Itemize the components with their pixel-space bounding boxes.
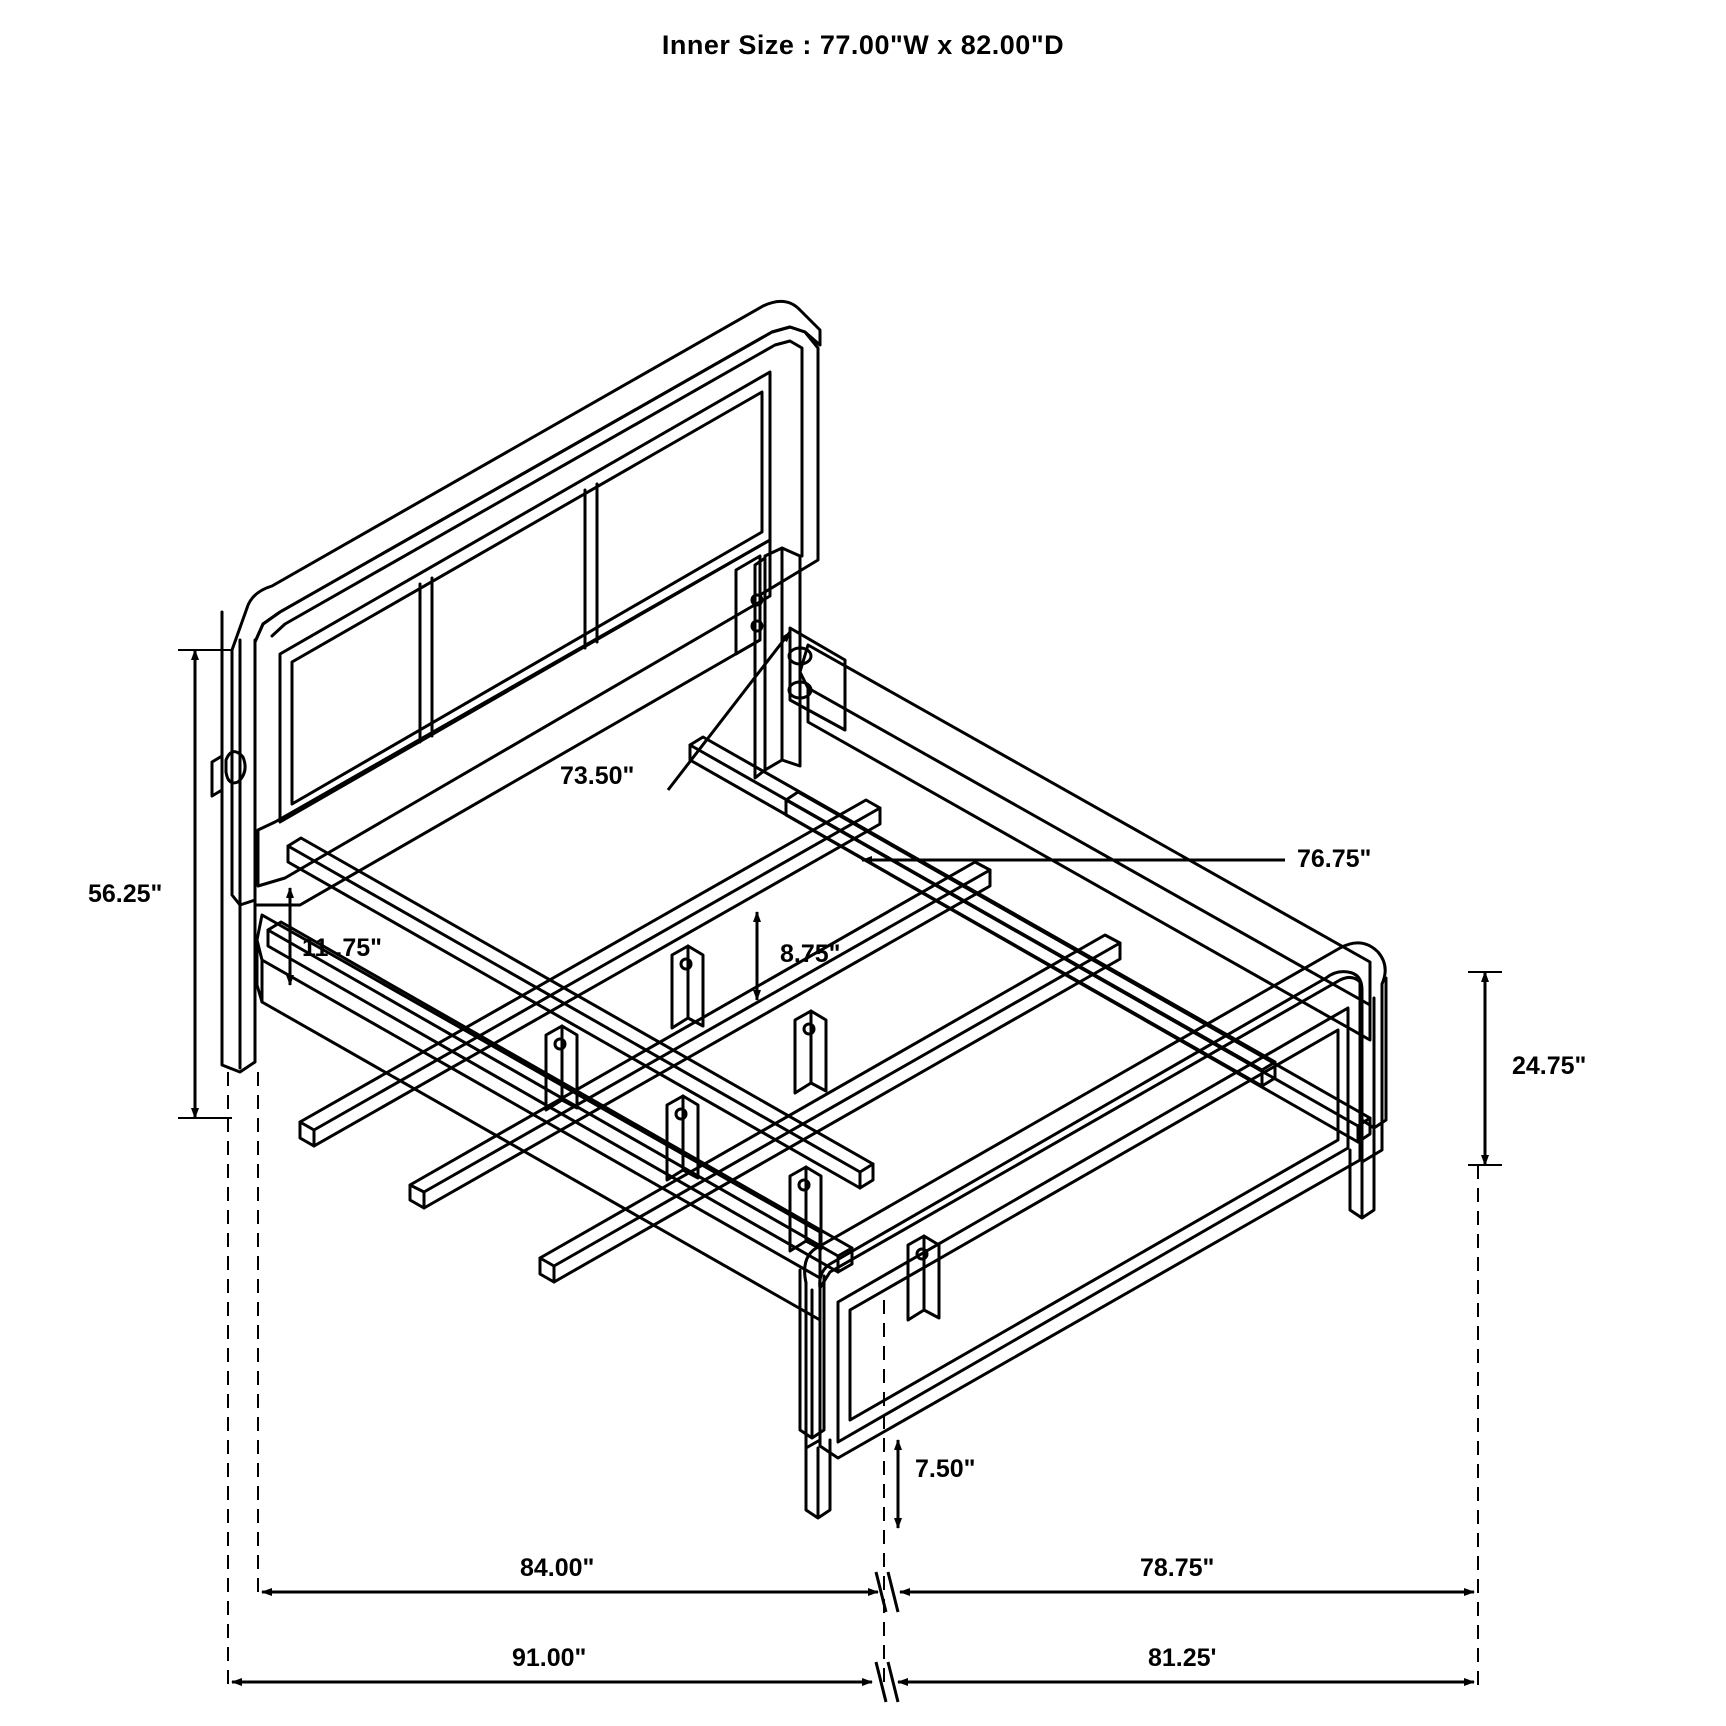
dimension-label-headboard-height: 56.25" [88, 880, 163, 908]
dimension-label-headboard-clearance: 11 .75" [302, 934, 382, 962]
dimension-label-footboard-height: 24.75" [1512, 1052, 1587, 1080]
dimension-label-rail-inner-width: 76.75" [1297, 845, 1372, 873]
page-title: Inner Size : 77.00"W x 82.00"D [661, 30, 1065, 60]
dimension-label-side-rail-length: 84.00" [520, 1554, 595, 1582]
dimension-label-footboard-inner-width: 78.75" [1140, 1554, 1215, 1582]
dimension-label-overall-width: 81.25' [1148, 1644, 1217, 1672]
dimension-label-headboard-panel-width: 73.50" [560, 762, 635, 790]
dimension-label-footboard-clearance: 7.50" [915, 1455, 976, 1483]
dimension-label-slat-height: 8.75" [780, 940, 841, 968]
dimension-label-overall-length: 91.00" [512, 1644, 587, 1672]
